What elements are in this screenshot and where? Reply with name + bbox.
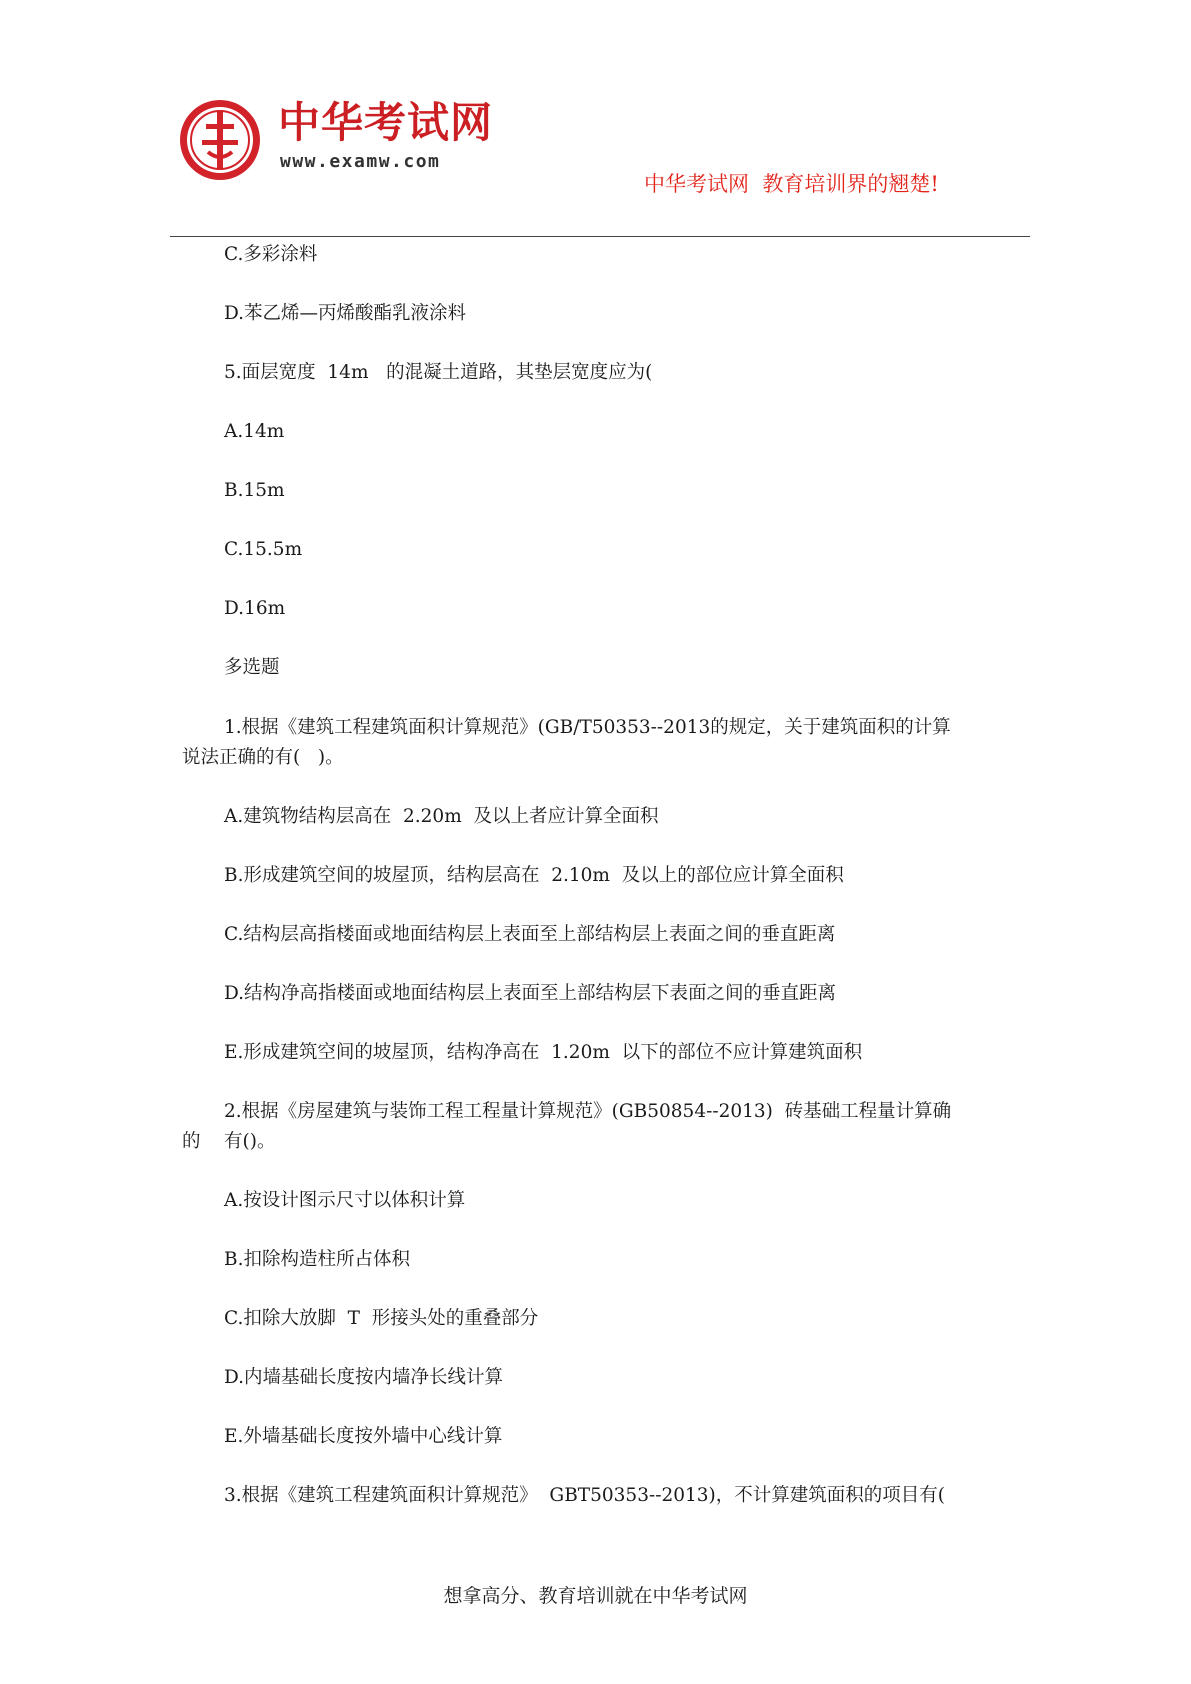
option-d-line: D.苯乙烯—丙烯酸酯乳液涂料 [224,303,467,324]
option-c-line: C.多彩涂料 [224,244,318,265]
mq1-stem-cont: 说法正确的有( )。 [182,747,344,768]
mq2-stem: 2.根据《房屋建筑与装饰工程工程量计算规范》(GB50854--2013) 砖基础工程量计算确 [224,1101,952,1122]
logo-text: 中华考试网 [278,98,494,147]
mq2-option-c: C.扣除大放脚 T 形接头处的重叠部分 [224,1308,539,1329]
mq3-stem: 3.根据《建筑工程建筑面积计算规范》 GBT50353--2013)，不计算建筑面积的项目有( [224,1485,945,1506]
mq2-option-d: D.内墙基础长度按内墙净长线计算 [224,1367,504,1388]
mq1-option-c: C.结构层高指楼面或地面结构层上表面至上部结构层上表面之间的垂直距离 [224,924,836,945]
question-5: 5.面层宽度 14m 的混凝土道路，其垫层宽度应为( [224,362,653,383]
logo-url: www.examw.com [280,151,441,172]
option-b: B.15m [224,480,285,501]
page-footer: 想拿高分、教育培训就在中华考试网 [443,1585,748,1607]
mq1-option-d: D.结构净高指楼面或地面结构层上表面至上部结构层下表面之间的垂直距离 [224,983,837,1004]
mq2-option-a: A.按设计图示尺寸以体积计算 [224,1190,466,1211]
mq1-option-b: B.形成建筑空间的坡屋顶，结构层高在 2.10m 及以上的部位应计算全面积 [224,865,844,886]
section-heading: 多选题 [224,657,280,678]
logo-emblem-icon [180,100,260,180]
mq1-option-a: A.建筑物结构层高在 2.20m 及以上者应计算全面积 [224,806,659,827]
option-c: C.15.5m [224,539,303,560]
option-a: A.14m [224,421,285,442]
mq1-option-e: E.形成建筑空间的坡屋顶，结构净高在 1.20m 以下的部位不应计算建筑面积 [224,1042,863,1063]
mq2-option-e: E.外墙基础长度按外墙中心线计算 [224,1426,503,1447]
header-divider [170,236,1030,237]
option-d: D.16m [224,598,286,619]
mq2-option-b: B.扣除构造柱所占体积 [224,1249,410,1270]
header-slogan: 中华考试网 教育培训界的翘楚! [644,172,939,196]
mq1-stem: 1.根据《建筑工程建筑面积计算规范》(GB/T50353--2013的规定，关于建筑面积的计算 [224,717,951,738]
mq2-stem-cont: 的 有()。 [182,1131,276,1152]
